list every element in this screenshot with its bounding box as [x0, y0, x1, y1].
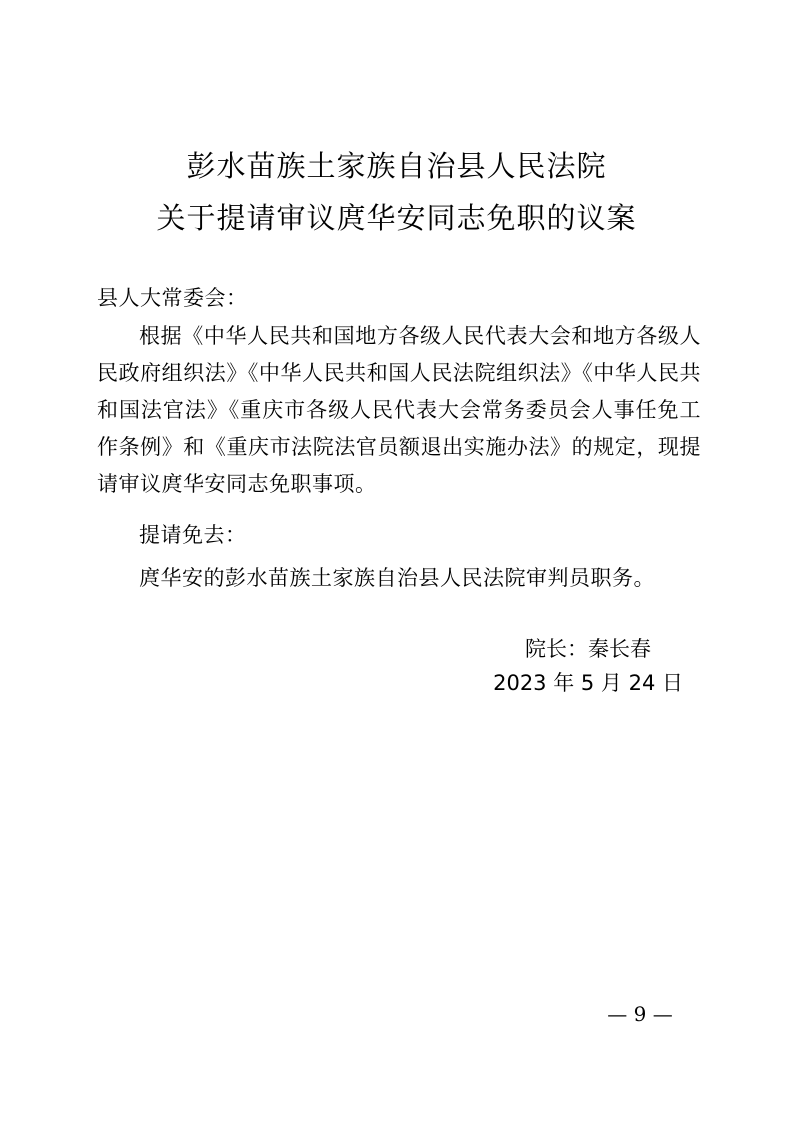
title-line-1: 彭水苗族土家族自治县人民法院 [186, 149, 607, 183]
signature-block [493, 632, 683, 700]
addressee: 县人大常委会： [97, 286, 248, 310]
signature-name: 院长：秦长春 [525, 637, 651, 661]
sub-heading: 提请免去： [139, 523, 247, 547]
dismissal-item: 庹华安的彭水苗族土家族自治县人民法院审判员职务。 [139, 566, 655, 590]
title-line-2: 关于提请审议庹华安同志免职的议案 [156, 201, 637, 235]
body-paragraph: 根据《中华人民共和国地方各级人民代表大会和地方各级人民政府组织法》《中华人民共和国人民法院组织法》《中华人民共和国法官法》《重庆市各级人民代表大会常务委员会人事任免工作条例》和《重庆市法院法官员额退出实施办法》的规定，现提请审议庹华安同志免职事项。 [97, 324, 701, 496]
signature-date: 2023 年 5 月 24 日 [493, 671, 683, 695]
page-number: — 9 — [607, 1002, 673, 1026]
document-title [0, 140, 793, 244]
